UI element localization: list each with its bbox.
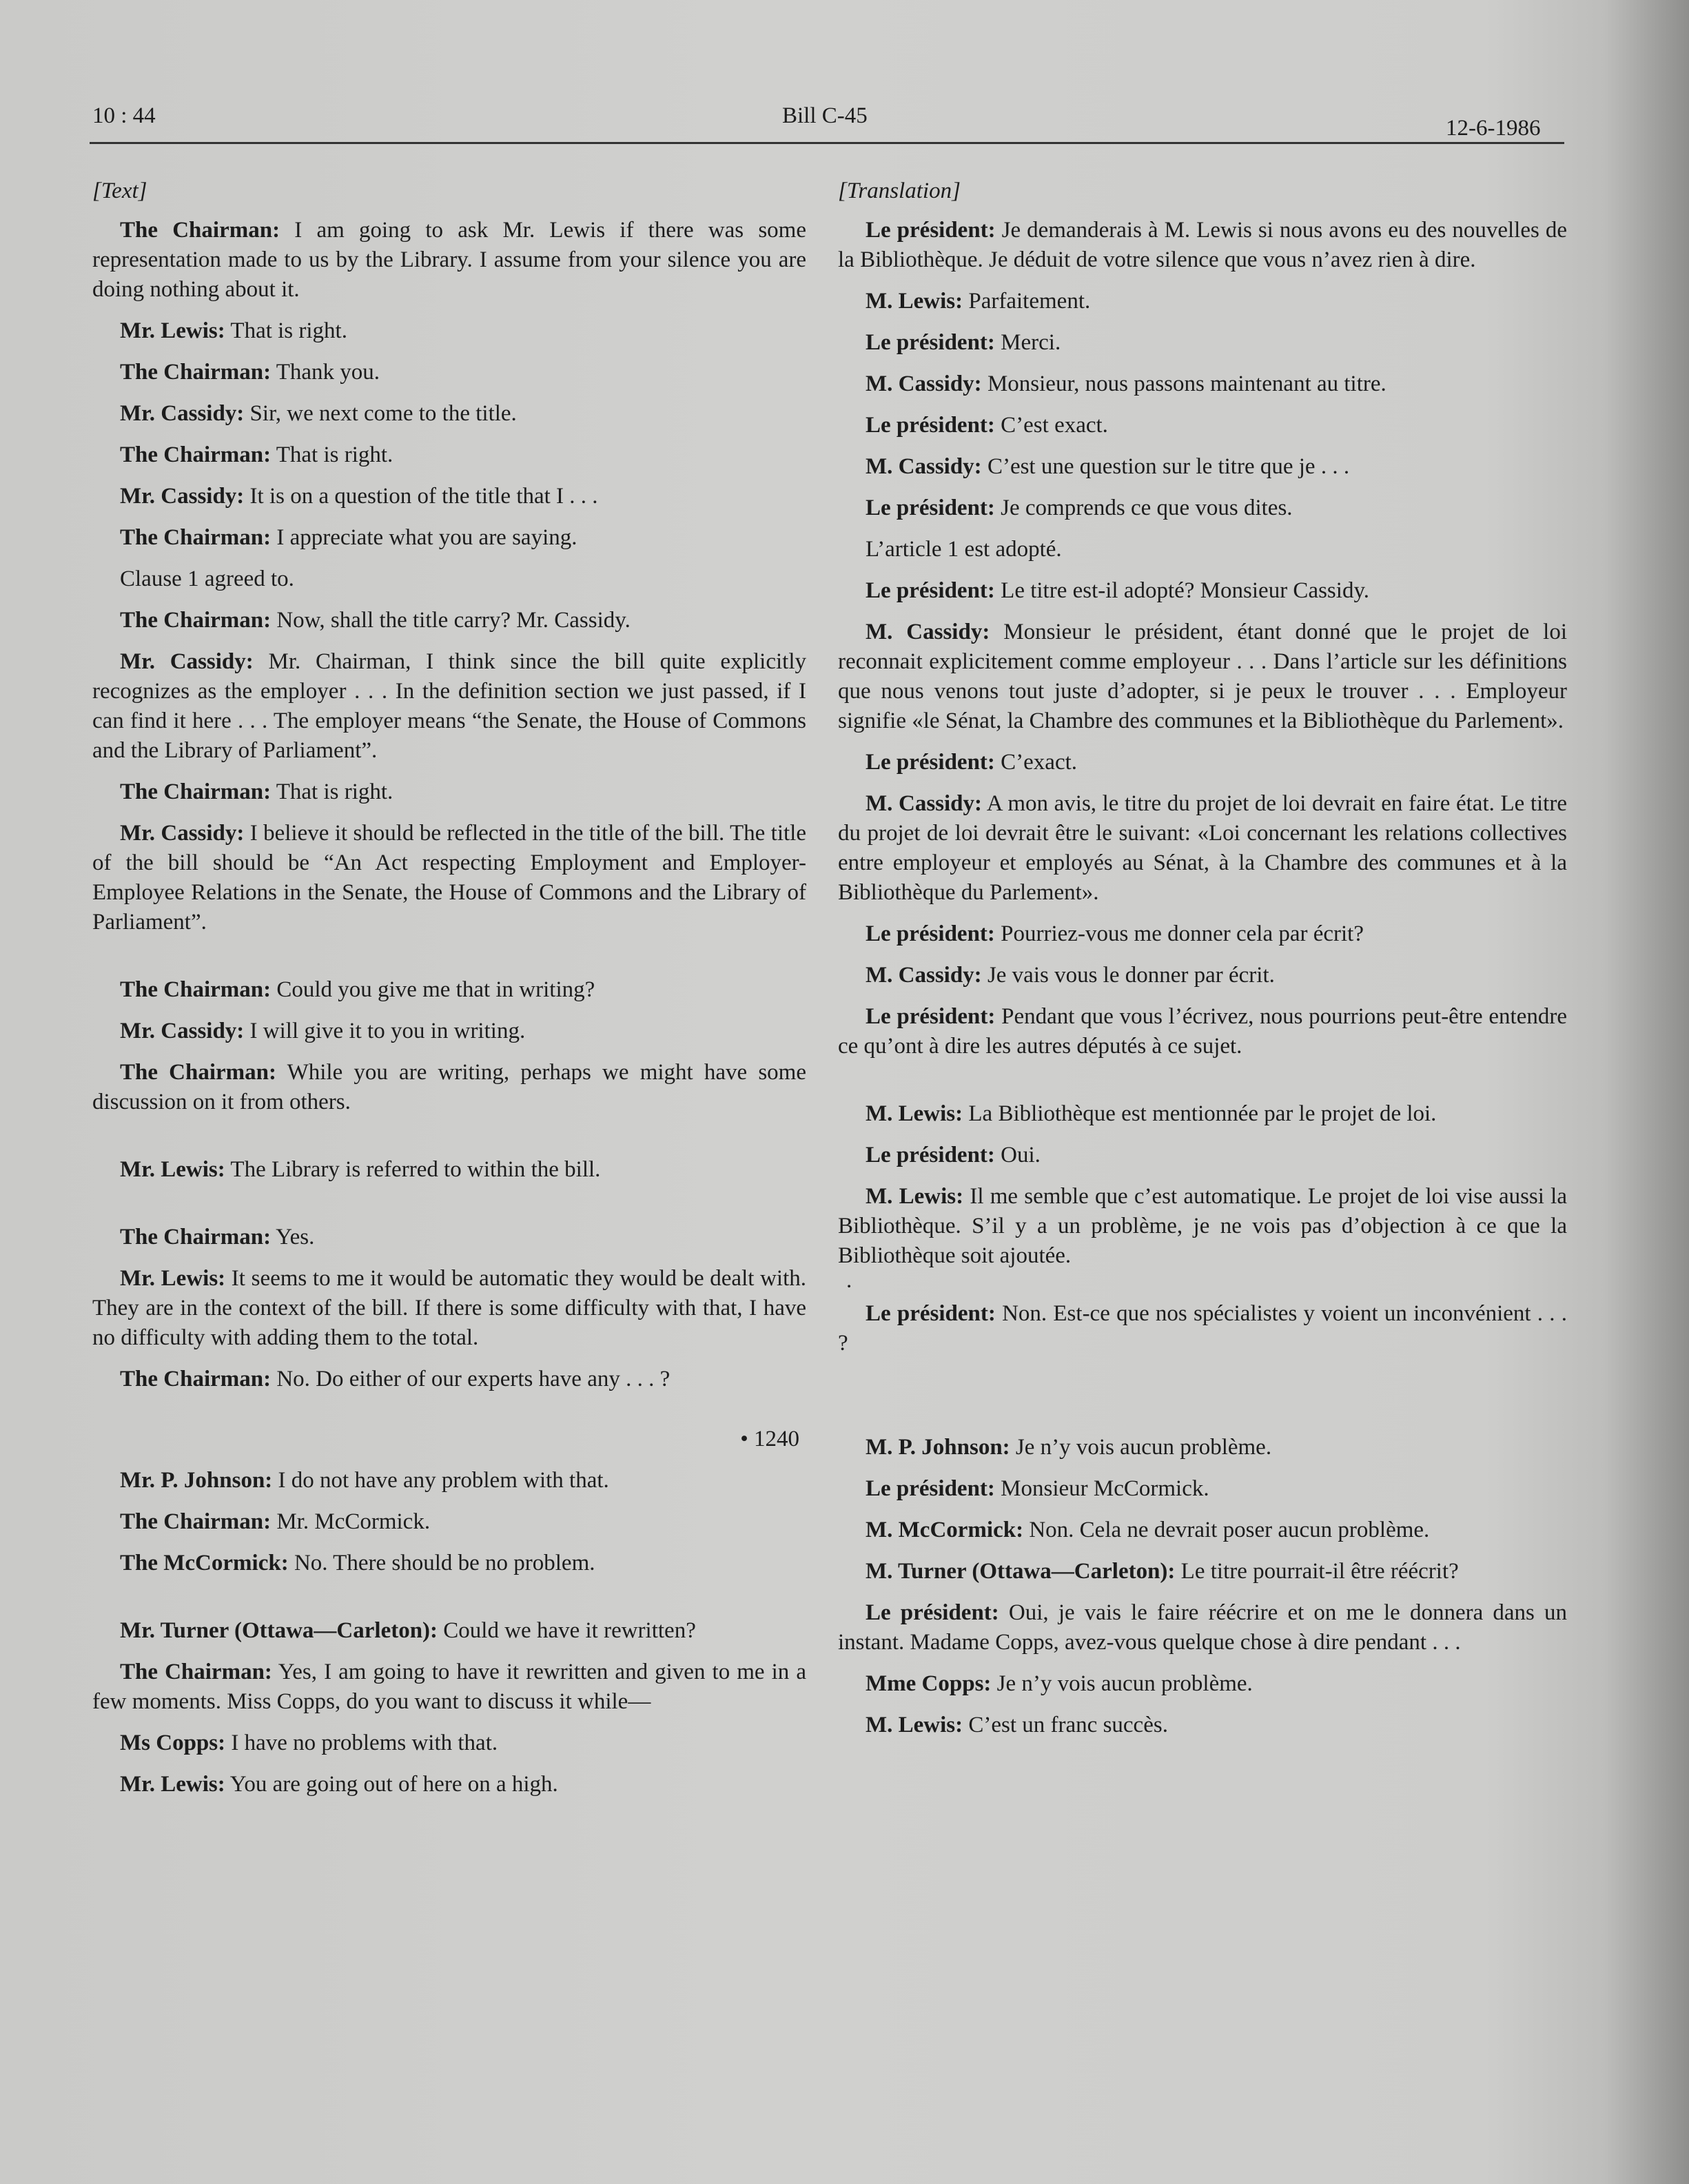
stray-dot: . <box>846 1268 852 1293</box>
speaker-name: The Chairman: <box>120 779 272 804</box>
speech-text: Oui. <box>994 1143 1041 1167</box>
transcript-paragraph <box>92 606 806 635</box>
transcript-paragraph <box>92 1507 806 1537</box>
speaker-name: Le président: <box>866 1004 996 1029</box>
speaker-name: M. Cassidy: <box>866 963 982 988</box>
speech-text: Mr. Chairman, I think since the bill quite explicitly recognizes as the employer . . . In the definition section we just passed, if I can find it here . . . The employer means “the Senate, the House of Commons and the Library of Parliament”. <box>92 649 806 763</box>
speaker-name: Le président: <box>866 921 995 946</box>
transcript-paragraph <box>92 358 806 387</box>
speaker-name: Mr. Cassidy: <box>120 401 245 426</box>
speech-text: Il me semble que c’est automatique. Le projet de loi vise aussi la Bibliothèque. S’il y a un problème, je ne vois pas d’objection à ce que la Bibliothèque soit ajoutée. <box>838 1184 1567 1268</box>
speaker-name: Mr. Lewis: <box>120 318 225 343</box>
transcript-paragraph <box>92 1264 806 1353</box>
speech-text: Yes, I am going to have it rewritten and given to me in a few moments. Miss Copps, do you want to discuss it while— <box>92 1660 807 1714</box>
transcript-paragraph <box>92 564 806 594</box>
speaker-name: The Chairman: <box>120 360 272 385</box>
speaker-name: Ms Copps: <box>120 1731 226 1755</box>
speaker-name: M. Lewis: <box>866 289 963 314</box>
speaker-name: The Chairman: <box>120 1660 272 1684</box>
speech-text: That is right. <box>225 318 347 343</box>
speaker-name: Le président: <box>866 413 995 438</box>
speaker-name: Mr. Lewis: <box>120 1266 226 1291</box>
speaker-name: The Chairman: <box>120 977 272 1002</box>
transcript-paragraph <box>92 1728 806 1758</box>
speaker-name: The Chairman: <box>120 1509 272 1534</box>
transcript-paragraph <box>92 1466 806 1496</box>
speech-text: Could you give me that in writing? <box>271 977 595 1002</box>
speaker-name: The Chairman: <box>120 442 272 467</box>
speech-text: It seems to me it would be automatic they would be dealt with. They are in the context of the bill. If there is some difficulty with that, I have no difficulty with adding them to the total. <box>92 1266 806 1350</box>
transcript-paragraph <box>92 316 806 346</box>
transcript-paragraph <box>838 287 1567 316</box>
transcript-paragraph <box>92 777 806 807</box>
transcript-paragraph <box>838 1711 1567 1740</box>
transcript-paragraph <box>838 535 1567 564</box>
speaker-name: Mr. Lewis: <box>120 1157 225 1182</box>
speech-text: It is on a question of the title that I . . . <box>244 484 598 509</box>
speaker-name: Mr. Cassidy: <box>120 649 254 674</box>
speaker-name: Mr. P. Johnson: <box>120 1468 273 1493</box>
transcript-paragraph <box>838 1598 1567 1657</box>
speaker-name: Le président: <box>866 1600 999 1625</box>
transcript-paragraph <box>92 1058 806 1117</box>
speaker-name: The Chairman: <box>120 1060 277 1085</box>
speaker-name: M. Cassidy: <box>866 620 990 644</box>
transcript-paragraph <box>838 618 1567 736</box>
speech-text: Pourriez-vous me donner cela par écrit? <box>994 921 1364 946</box>
page-number: 10 : 44 <box>92 103 156 128</box>
speech-text: L’article 1 est adopté. <box>866 537 1062 562</box>
speaker-name: Mr. Cassidy: <box>120 484 245 509</box>
speaker-name: The Chairman: <box>120 608 272 633</box>
time-marker: • 1240 <box>740 1427 799 1451</box>
speech-text: You are going out of here on a high. <box>225 1772 558 1797</box>
speech-text: Monsieur McCormick. <box>994 1476 1209 1501</box>
transcript-paragraph <box>92 399 806 429</box>
speaker-name: The Chairman: <box>120 1225 272 1249</box>
speaker-name: M. Lewis: <box>866 1184 964 1209</box>
sitting-date: 12-6-1986 <box>1446 116 1541 141</box>
speaker-name: M. Cassidy: <box>866 371 982 396</box>
speech-text: That is right. <box>271 779 393 804</box>
transcript-paragraph <box>92 482 806 511</box>
transcript-paragraph <box>92 975 806 1005</box>
speaker-name: The Chairman: <box>120 525 272 550</box>
transcript-paragraph <box>92 1616 806 1646</box>
transcript-paragraph <box>92 1365 806 1394</box>
speaker-name: Le président: <box>866 578 995 603</box>
speaker-name: The Chairman: <box>120 218 280 243</box>
speaker-name: M. Lewis: <box>866 1101 963 1126</box>
transcript-paragraph <box>838 452 1567 482</box>
speaker-name: Mme Copps: <box>866 1671 992 1696</box>
transcript-paragraph <box>838 1141 1567 1170</box>
speaker-name: Le président: <box>866 1301 996 1326</box>
transcript-paragraph <box>838 1474 1567 1504</box>
speech-text: Je n’y vois aucun problème. <box>1010 1435 1272 1460</box>
speech-text: Monsieur, nous passons maintenant au titre. <box>981 371 1386 396</box>
transcript-paragraph <box>92 216 806 305</box>
transcript-paragraph <box>838 328 1567 358</box>
transcript-paragraph <box>92 1549 806 1578</box>
transcript-paragraph <box>838 748 1567 777</box>
speech-text: C’exact. <box>994 750 1078 775</box>
speaker-name: Le président: <box>866 1476 995 1501</box>
speech-text: C’est exact. <box>994 413 1108 438</box>
speech-text: A mon avis, le titre du projet de loi devrait en faire état. Le titre du projet de loi devrait être le suivant: «Loi concernant les relations collectives entre employeur et employés au Sénat, à la Chambre des communes et à la Bibliothèque du Parlement». <box>838 791 1567 905</box>
speech-text: C’est une question sur le titre que je . . . <box>981 454 1350 479</box>
transcript-paragraph <box>838 1433 1567 1462</box>
transcript-paragraph <box>838 1002 1567 1061</box>
speaker-name: M. McCormick: <box>866 1518 1024 1542</box>
speaker-name: M. Cassidy: <box>866 791 983 816</box>
speech-text: I have no problems with that. <box>225 1731 498 1755</box>
french-column <box>838 176 1567 1740</box>
speech-text: Thank you. <box>271 360 380 385</box>
speech-text: Parfaitement. <box>963 289 1091 314</box>
speaker-name: Mr. Turner (Ottawa—Carleton): <box>120 1618 438 1643</box>
speech-text: Clause 1 agreed to. <box>120 567 294 591</box>
speaker-name: M. Cassidy: <box>866 454 982 479</box>
french-heading: [Translation] <box>838 178 961 203</box>
bill-title: Bill C-45 <box>782 103 868 128</box>
transcript-paragraph <box>838 493 1567 523</box>
speech-text: Merci. <box>994 330 1061 355</box>
speech-text: I do not have any problem with that. <box>272 1468 609 1493</box>
speech-text: Now, shall the title carry? Mr. Cassidy. <box>271 608 631 633</box>
speech-text: Non. Cela ne devrait poser aucun problème. <box>1023 1518 1430 1542</box>
speech-text: Pendant que vous l’écrivez, nous pourrions peut-être entendre ce qu’ont à dire les autres députés à ce sujet. <box>838 1004 1567 1059</box>
transcript-paragraph <box>92 1223 806 1252</box>
transcript-paragraph <box>92 819 806 937</box>
speech-text: Le titre est-il adopté? Monsieur Cassidy. <box>994 578 1370 603</box>
speech-text: I am going to ask Mr. Lewis if there was some representation made to us by the Library. I assume from your silence you are doing nothing about it. <box>92 218 806 302</box>
transcript-paragraph <box>838 1515 1567 1545</box>
speech-text: I will give it to you in writing. <box>244 1019 526 1043</box>
speaker-name: Le président: <box>866 1143 995 1167</box>
transcript-paragraph <box>92 1770 806 1799</box>
speaker-name: M. P. Johnson: <box>866 1435 1010 1460</box>
speech-text: Je vais vous le donner par écrit. <box>981 963 1275 988</box>
english-heading-label: Text <box>101 178 139 203</box>
speech-text: Monsieur le président, étant donné que le projet de loi reconnait explicitement comme employeur . . . Dans l’article sur les définitions que nous venons tout juste d’adopter, si je peux le trouver . . . Employeur signifie «le Sénat, la Chambre des communes et la Bibliothèque du Parlement». <box>838 620 1567 733</box>
transcript-paragraph <box>838 216 1567 275</box>
transcript-paragraph <box>838 1299 1567 1358</box>
speech-text: Yes. <box>271 1225 315 1249</box>
transcript-paragraph <box>92 1017 806 1046</box>
speech-text: No. Do either of our experts have any . . . ? <box>271 1367 671 1391</box>
speaker-name: Le président: <box>866 330 995 355</box>
speech-text: Mr. McCormick. <box>271 1509 431 1534</box>
transcript-paragraph <box>838 369 1567 399</box>
transcript-paragraph <box>92 1155 806 1185</box>
speech-text: Je n’y vois aucun problème. <box>991 1671 1253 1696</box>
transcript-paragraph <box>838 961 1567 990</box>
speaker-name: M. Turner (Ottawa—Carleton): <box>866 1559 1176 1584</box>
speaker-name: The McCormick: <box>120 1551 289 1575</box>
speech-text: I appreciate what you are saying. <box>271 525 577 550</box>
speaker-name: The Chairman: <box>120 1367 272 1391</box>
speech-text: La Bibliothèque est mentionnée par le projet de loi. <box>963 1101 1437 1126</box>
speech-text: Le titre pourrait-il être réécrit? <box>1175 1559 1459 1584</box>
speech-text: Je comprends ce que vous dites. <box>994 496 1293 520</box>
transcript-paragraph <box>92 1657 806 1717</box>
english-column <box>92 176 806 1799</box>
transcript-paragraph <box>838 1557 1567 1586</box>
transcript-paragraph <box>838 576 1567 606</box>
speech-text: Oui, je vais le faire réécrire et on me le donnera dans un instant. Madame Copps, avez-vous quelque chose à dire pendant . . . <box>838 1600 1567 1655</box>
transcript-paragraph <box>838 1669 1567 1699</box>
speaker-name: Le président: <box>866 218 996 243</box>
transcript-paragraph <box>838 1099 1567 1129</box>
speech-text: Could we have it rewritten? <box>438 1618 696 1643</box>
speaker-name: M. Lewis: <box>866 1713 963 1737</box>
speech-text: C’est un franc succès. <box>963 1713 1168 1737</box>
transcript-paragraph <box>838 919 1567 949</box>
english-heading: [Text] <box>92 178 147 203</box>
speech-text: Non. Est-ce que nos spécialistes y voient un inconvénient . . . ? <box>838 1301 1567 1356</box>
transcript-paragraph <box>92 523 806 553</box>
transcript-paragraph <box>92 647 806 766</box>
speaker-name: Mr. Cassidy: <box>120 1019 245 1043</box>
transcript-paragraph <box>838 789 1567 908</box>
speech-text: No. There should be no problem. <box>288 1551 595 1575</box>
french-heading-label: Translation <box>846 178 952 203</box>
speech-text: The Library is referred to within the bill. <box>225 1157 601 1182</box>
speech-text: Je demanderais à M. Lewis si nous avons eu des nouvelles de la Bibliothèque. Je déduit de votre silence que vous n’avez rien à dire. <box>838 218 1567 272</box>
transcript-paragraph <box>92 440 806 470</box>
speaker-name: Le président: <box>866 496 995 520</box>
speech-text: While you are writing, perhaps we might have some discussion on it from others. <box>92 1060 806 1114</box>
speech-text: I believe it should be reflected in the title of the bill. The title of the bill should be “An Act respecting Employment and Employer-Employee Relations in the Senate, the House of Commons and the Library of Parliament”. <box>92 821 806 935</box>
header-rule <box>90 142 1564 144</box>
speech-text: That is right. <box>271 442 393 467</box>
transcript-paragraph <box>838 411 1567 440</box>
speaker-name: Le président: <box>866 750 995 775</box>
speech-text: Sir, we next come to the title. <box>244 401 517 426</box>
transcript-paragraph <box>838 1182 1567 1271</box>
speaker-name: Mr. Lewis: <box>120 1772 225 1797</box>
speaker-name: Mr. Cassidy: <box>120 821 245 846</box>
